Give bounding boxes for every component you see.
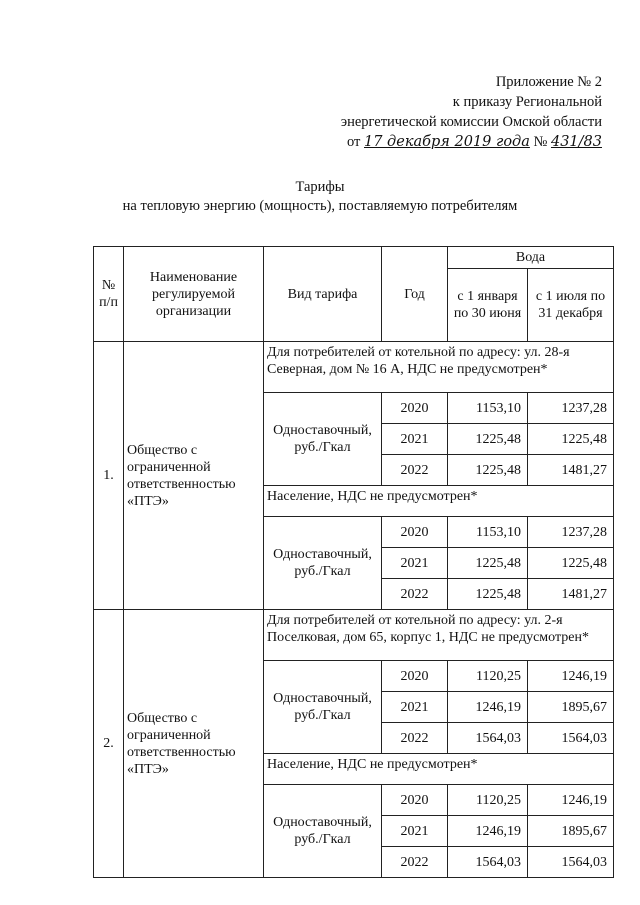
value-second-half: 1564,03 [528, 723, 614, 754]
organization-name: Общество с ограниченной ответственностью «ПТЭ» [124, 610, 264, 878]
row-number: 2. [94, 610, 124, 878]
value-second-half: 1237,28 [528, 517, 614, 548]
year-cell: 2020 [382, 393, 448, 424]
year-cell: 2022 [382, 723, 448, 754]
organization-name: Общество с ограниченной ответственностью «ПТЭ» [124, 342, 264, 610]
header-second-half: с 1 июля по 31 декабря [528, 269, 614, 342]
tariff-type: Одноставочный, руб./Гкал [264, 517, 382, 610]
header-year: Год [382, 247, 448, 342]
value-second-half: 1225,48 [528, 548, 614, 579]
value-first-half: 1225,48 [448, 579, 528, 610]
year-cell: 2021 [382, 816, 448, 847]
order-number: 431/83 [550, 134, 602, 150]
order-date: 17 декабря 2019 года [364, 134, 530, 150]
number-label: № [533, 134, 548, 150]
table-row [94, 342, 614, 393]
header-org: Наименование регулируемой организации [124, 247, 264, 342]
header-tariff-type: Вид тарифа [264, 247, 382, 342]
year-cell: 2021 [382, 692, 448, 723]
value-second-half: 1564,03 [528, 847, 614, 878]
population-section: Население, НДС не предусмотрен* [264, 754, 614, 785]
value-second-half: 1225,48 [528, 424, 614, 455]
year-cell: 2021 [382, 424, 448, 455]
document-header [341, 72, 602, 152]
row-number: 1. [94, 342, 124, 610]
value-first-half: 1246,19 [448, 692, 528, 723]
value-second-half: 1246,19 [528, 661, 614, 692]
value-second-half: 1237,28 [528, 393, 614, 424]
value-second-half: 1481,27 [528, 579, 614, 610]
table-header-row [94, 247, 614, 269]
value-second-half: 1895,67 [528, 692, 614, 723]
header-first-half: с 1 января по 30 июня [448, 269, 528, 342]
year-cell: 2020 [382, 517, 448, 548]
appendix-label: Приложение № 2 [495, 74, 602, 90]
tariff-type: Одноставочный, руб./Гкал [264, 661, 382, 754]
value-first-half: 1564,03 [448, 847, 528, 878]
value-first-half: 1225,48 [448, 424, 528, 455]
date-prefix: от [346, 134, 361, 150]
title-line-1: Тарифы [295, 179, 345, 195]
year-cell: 2022 [382, 579, 448, 610]
value-first-half: 1153,10 [448, 393, 528, 424]
tariff-table [93, 246, 614, 878]
order-reference: к приказу Региональной [452, 94, 602, 110]
consumer-section: Для потребителей от котельной по адресу: ул. 2-я Поселковая, дом 65, корпус 1, НДС не предусмотрен* [264, 610, 614, 661]
year-cell: 2020 [382, 785, 448, 816]
title-line-2: на тепловую энергию (мощность), поставляемую потребителям [122, 198, 518, 214]
value-first-half: 1564,03 [448, 723, 528, 754]
year-cell: 2022 [382, 455, 448, 486]
year-cell: 2021 [382, 548, 448, 579]
value-first-half: 1153,10 [448, 517, 528, 548]
consumer-section: Для потребителей от котельной по адресу: ул. 28-я Северная, дом № 16 А, НДС не предусмотрен* [264, 342, 614, 393]
table-row [94, 610, 614, 661]
value-first-half: 1246,19 [448, 816, 528, 847]
document-title [0, 178, 640, 216]
value-second-half: 1895,67 [528, 816, 614, 847]
commission-name: энергетической комиссии Омской области [340, 114, 602, 130]
header-num: № п/п [94, 247, 124, 342]
value-second-half: 1246,19 [528, 785, 614, 816]
value-second-half: 1481,27 [528, 455, 614, 486]
value-first-half: 1120,25 [448, 661, 528, 692]
year-cell: 2022 [382, 847, 448, 878]
value-first-half: 1225,48 [448, 455, 528, 486]
header-water: Вода [448, 247, 614, 269]
population-section: Население, НДС не предусмотрен* [264, 486, 614, 517]
tariff-type: Одноставочный, руб./Гкал [264, 393, 382, 486]
value-first-half: 1225,48 [448, 548, 528, 579]
year-cell: 2020 [382, 661, 448, 692]
tariff-type: Одноставочный, руб./Гкал [264, 785, 382, 878]
order-date-line [341, 132, 602, 152]
value-first-half: 1120,25 [448, 785, 528, 816]
